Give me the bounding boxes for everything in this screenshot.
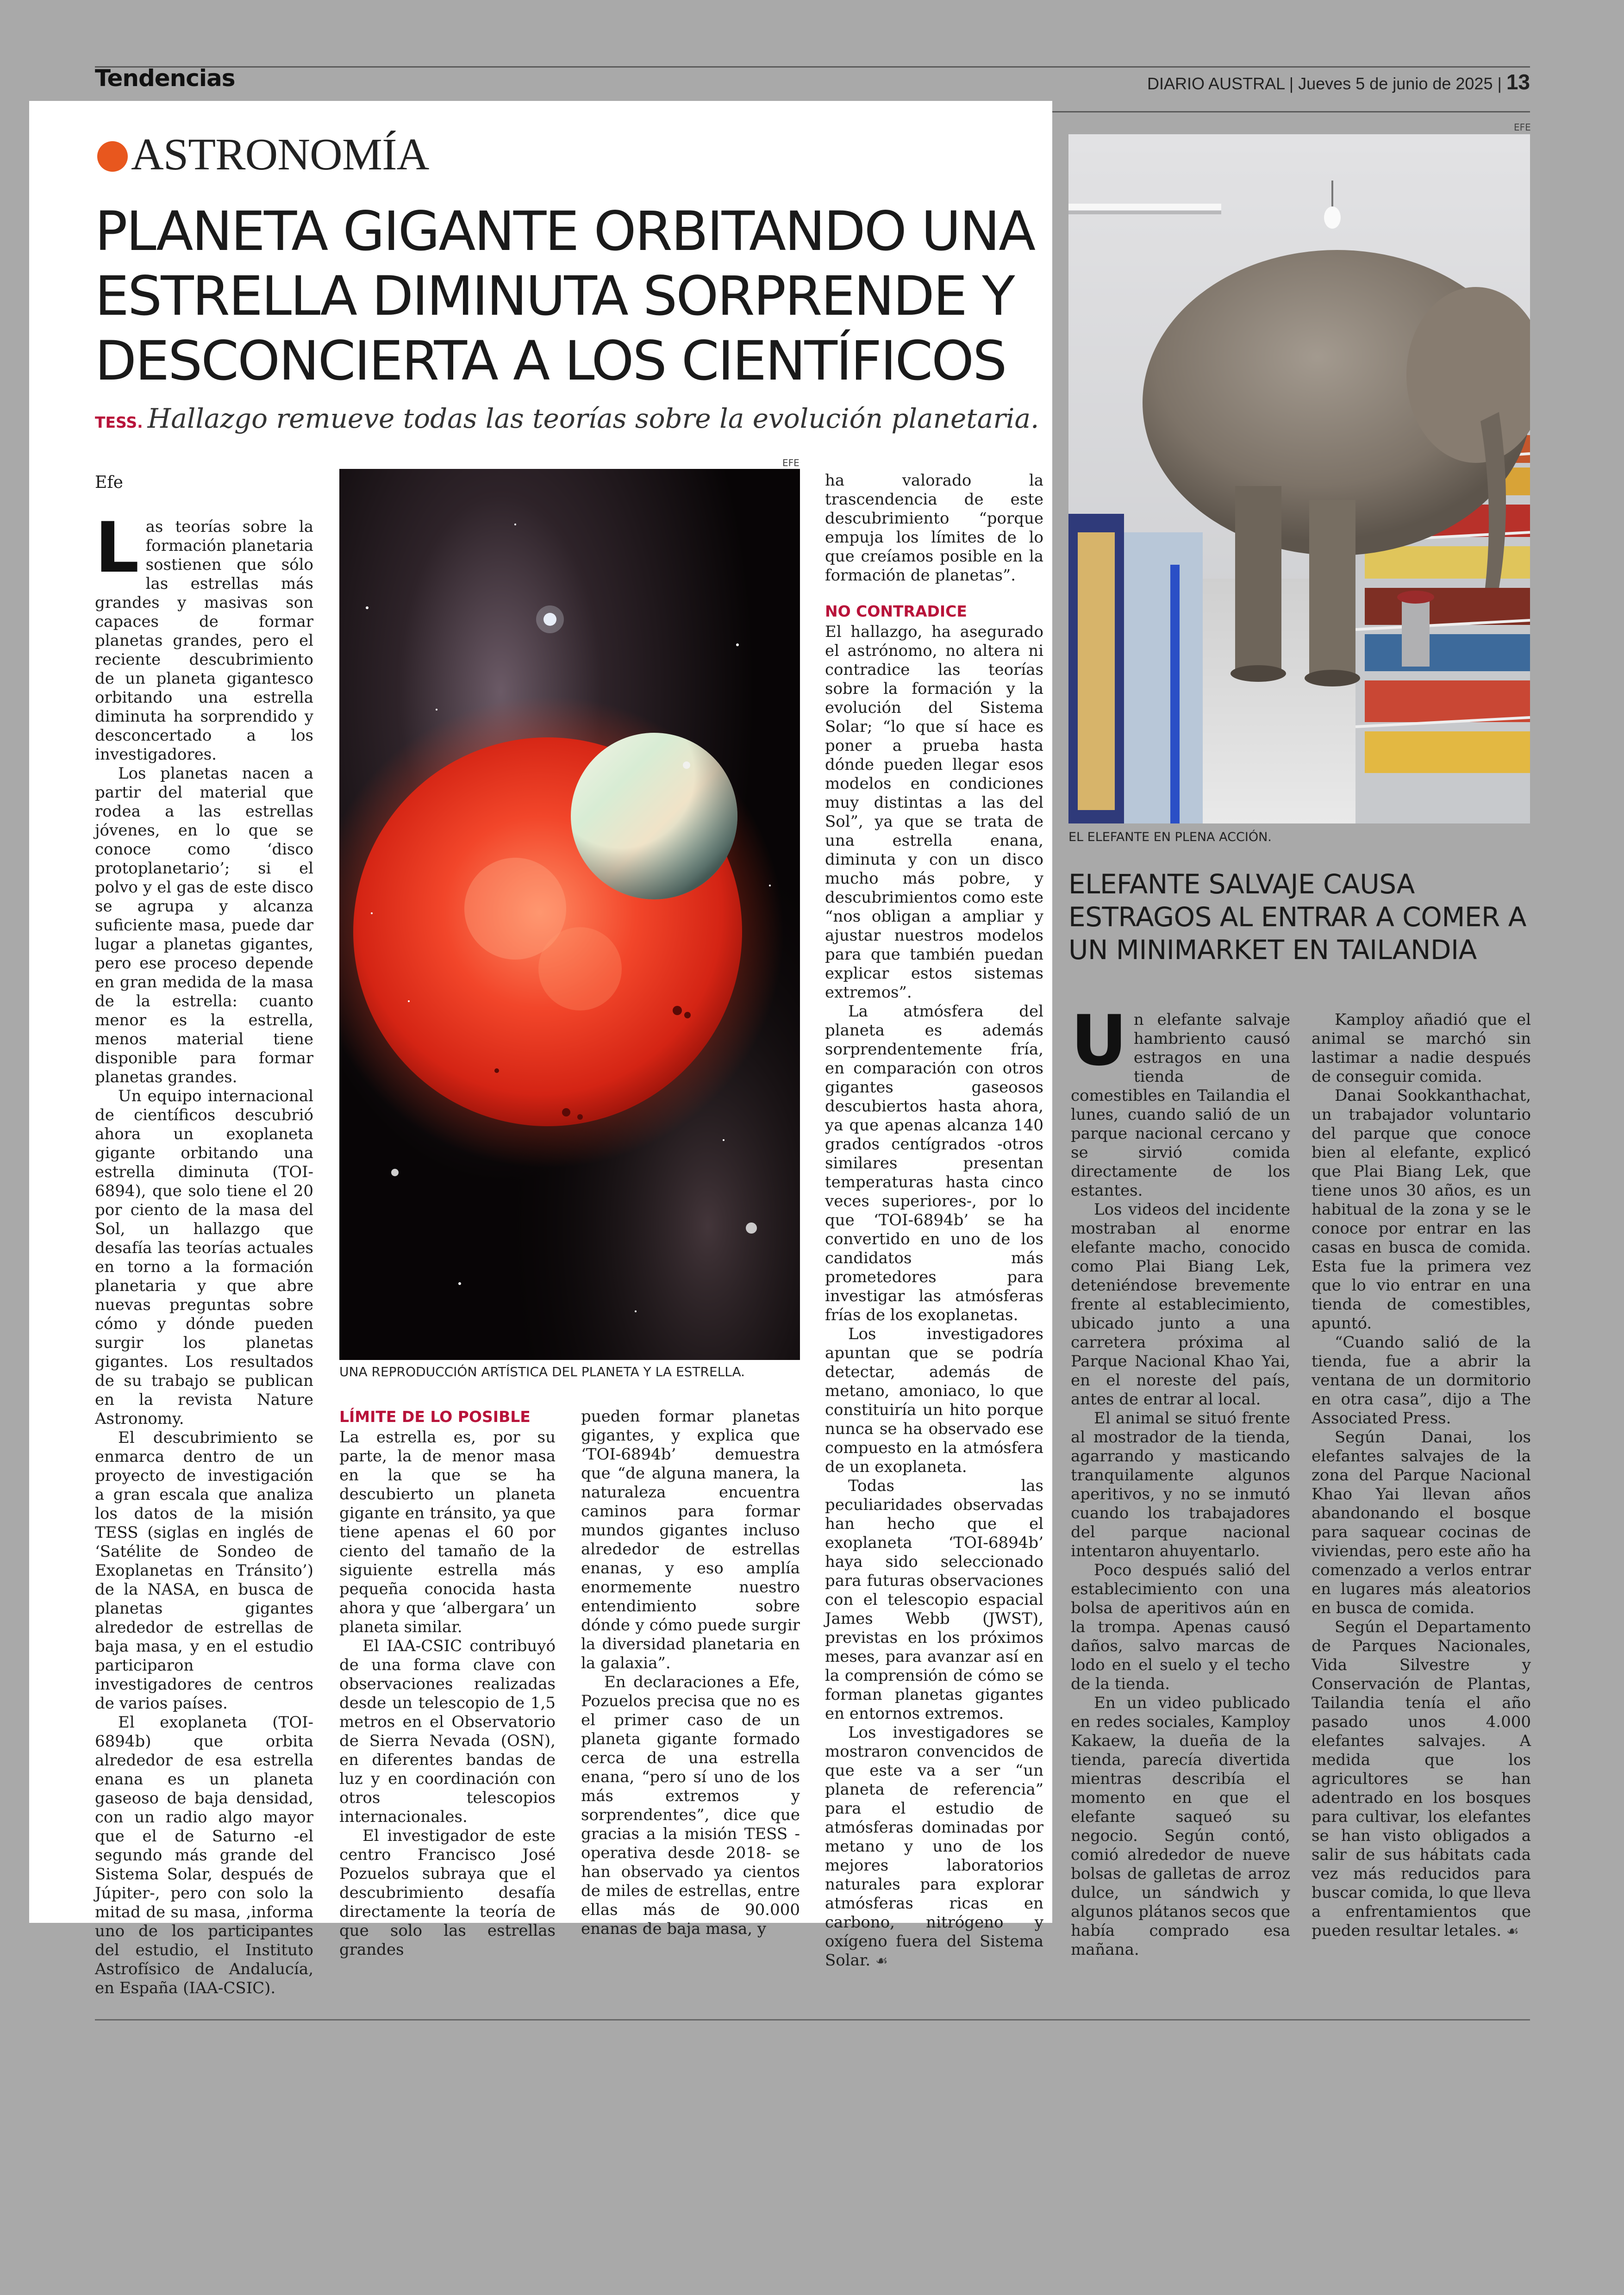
paragraph: Un elefante salvaje hambriento causó estragos en una tienda de comestibles en Tailandia el lunes, cuando salió de un parque nacional cercano y se sirvió comida directamente de los estantes. — [1071, 1001, 1290, 1200]
paragraph: Los investigadores apuntan que se podría detectar, además de metano, amoniaco, lo que constituiría un hito porque nunca se ha observado ese compuesto en la atmósfera de un exoplaneta. — [825, 1325, 1043, 1476]
header-rule-top — [95, 66, 1530, 68]
end-mark-icon: ☙ — [1506, 1923, 1519, 1940]
byline: Efe — [95, 473, 123, 492]
newspaper-name: DIARIO AUSTRAL — [1147, 74, 1285, 93]
paragraph: La atmósfera del planeta es además sorprendentemente fría, en comparación con otros gigantes gaseosos descubiertos hasta ahora, ya que apenas alcanza 140 grados centígrados -otros similares presentan temperaturas hasta cinco veces superiores-, por lo que ‘TOI-6894b’ se ha convertido en uno de los candidatos más prometedores para investigar las atmósferas frías de los exoplanetas. — [825, 1002, 1043, 1324]
paragraph: ha valorado la trascendencia de este descubrimiento “porque empuja los límites de lo que creíamos posible en la formación de planetas”. — [825, 471, 1043, 585]
footer-rule — [95, 2019, 1530, 2021]
paragraph: El exoplaneta (TOI-6894b) que orbita alrededor de esa estrella enana es un planeta gaseoso de baja densidad, con un radio algo mayor que el de Saturno -el segundo más grande del Sistema Solar, después de Júpiter-, pero con solo la mitad de su masa, ,informa uno de los participantes del estudio, el Instituto Astrofísico de Andalucía, en España (IAA-CSIC). — [95, 1713, 313, 1997]
paragraph: El IAA-CSIC contribuyó de una forma clave con observaciones realizadas desde un telescopio de 1,5 metros en el Observatorio de Sierra Nevada (OSN), en diferentes bandas de luz y en coordinación con otros telescopios internacionales. — [339, 1637, 556, 1826]
main-headline: PLANETA GIGANTE ORBITANDO UNA ESTRELLA DIMINUTA SORPRENDE Y DESCONCIERTA A LOS CIENTÍFICOS — [95, 200, 1035, 393]
main-article-column-2 — [339, 1407, 556, 1959]
side-headline: ELEFANTE SALVAJE CAUSA ESTRAGOS AL ENTRAR A COMER A UN MINIMARKET EN TAILANDIA — [1068, 868, 1526, 966]
paragraph: Los videos del incidente mostraban al enorme elefante macho, conocido como Plai Biang Lek, deteniéndose brevemente frente al establecimiento, ubicado junto a una carretera próxima al Parque Nacional Khao Yai, en el noreste del país, antes de entrar al local. — [1071, 1200, 1290, 1409]
paragraph: El descubrimiento se enmarca dentro de un proyecto de investigación a gran escala que analiza los datos de la misión TESS (siglas en inglés de ‘Satélite de Sondeo de Exoplanetas en Tránsito’) de la NASA, en busca de planetas gigantes alrededor de estrellas de baja masa, y en el estudio participaron investigadores de centros de varios países. — [95, 1428, 313, 1713]
page-number: 13 — [1506, 70, 1530, 94]
paragraph: La estrella es, por su parte, la de menor masa en la que se ha descubierto un planeta gigante en tránsito, ya que tiene apenas el 60 por ciento del tamaño de la siguiente estrella más pequeña conocida hasta ahora y que ‘albergara’ un planeta similar. — [339, 1428, 556, 1636]
dek-tag: TESS. — [95, 413, 143, 431]
photo-credit: EFE — [1514, 122, 1531, 133]
paragraph: Según el Departamento de Parques Nacionales, Vida Silvestre y Conservación de Plantas, Tailandia tenía el año pasado unos 4.000 elefantes salvajes. A medida que los agricultores se han adentrado en los bosques para cultivar, los elefantes se han visto obligados a salir de sus hábitats cada vez más reducidos para buscar comida, lo que lleva a enfrentamientos que pueden resultar letales. ☙ — [1312, 1618, 1531, 1940]
section-name: Tendencias — [95, 65, 235, 92]
dropcap: U — [1071, 1001, 1127, 1081]
paragraph: “Cuando salió de la tienda, fue a abrir la ventana de un dormitorio en otra casa”, dijo a The Associated Press. — [1312, 1333, 1531, 1428]
main-article-column-4 — [825, 471, 1043, 1971]
subhead: NO CONTRADICE — [825, 602, 967, 620]
space-illustration-svg — [339, 469, 800, 1360]
photo-credit: EFE — [782, 457, 800, 468]
paragraph: Los planetas nacen a partir del material que rodea a las estrellas jóvenes, en lo que se conoce como ‘disco protoplanetario’; si el polvo y el gas de este disco se agrupa y alcanza suficiente masa, puede dar lugar a planetas gigantes, pero ese proceso depende en gran medida de la masa de la estrella: cuanto menor es la estrella, menos material tiene disponible para formar planetas grandes. — [95, 764, 313, 1086]
paragraph: Las teorías sobre la formación planetaria sostienen que sólo las estrellas más grandes y masivas son capaces de formar planetas grandes, pero el reciente descubrimiento de un planeta gigantesco orbitando una estrella diminuta ha sorprendido y desconcertado a los investigadores. — [95, 508, 313, 764]
article-dek — [95, 403, 1039, 434]
dropcap: L — [95, 508, 139, 588]
paragraph: Danai Sookkanthachat, un trabajador voluntario del parque que conoce bien al elefante, explicó que Plai Biang Lek, que tiene unos 30 años, es un habitual de la zona y se le conoce por entrar en las casas en busca de comida. Esta fue la primera vez que lo vio entrar en una tienda de comestibles, apuntó. — [1312, 1086, 1531, 1333]
main-article-column-1 — [95, 508, 313, 1998]
elephant-photo — [1068, 134, 1530, 823]
page-folio: DIARIO AUSTRAL | Jueves 5 de junio de 2025 | 13 — [1147, 70, 1530, 94]
paragraph: En declaraciones a Efe, Pozuelos precisa que no es el primer caso de un planeta gigante formado cerca de una estrella enana, “pero sí uno de los más extremos y sorprendentes”, dice que gracias a la misión TESS -operativa desde 2018- se han observado ya cientos de miles de estrellas, entre ellas más de 90.000 enanas de baja masa, y — [581, 1673, 800, 1938]
kicker-bullet — [97, 141, 128, 172]
paragraph: Según Danai, los elefantes salvajes de la zona del Parque Nacional Khao Yai llevan años abandonando el bosque para saquear cocinas de viviendas, pero este año ha comenzado a verlos entrar en lugares más aleatorios en busca de comida. — [1312, 1428, 1531, 1617]
dek-text: Hallazgo remueve todas las teorías sobre la evolución planetaria. — [147, 403, 1039, 434]
issue-date: Jueves 5 de junio de 2025 — [1298, 74, 1493, 93]
paragraph: Un equipo internacional de científicos descubrió ahora un exoplaneta gigante orbitando una estrella diminuta (TOI-6894), que solo tiene el 20 por ciento de la masa del Sol, un hallazgo que desafía las teorías actuales en torno a la formación planetaria y que abre nuevas preguntas sobre cómo y dónde pueden surgir los planetas gigantes. Los resultados de su trabajo se publican en la revista Nature Astronomy. — [95, 1087, 313, 1428]
paragraph: El animal se situó frente al mostrador de la tienda, agarrando y masticando tranquilamente algunos aperitivos, y no se inmutó cuando los trabajadores del parque nacional intentaron ahuyentarlo. — [1071, 1409, 1290, 1560]
paragraph: Poco después salió del establecimiento con una bolsa de aperitivos aún en la trompa. Apenas causó daños, salvo marcas de lodo en el suelo y el techo de la tienda. — [1071, 1561, 1290, 1693]
end-mark-icon: ☙ — [875, 1953, 888, 1969]
paragraph: El investigador de este centro Francisco José Pozuelos subraya que el descubrimiento desafía directamente la teoría de que solo las estrellas grandes — [339, 1827, 556, 1959]
paragraph: Los investigadores se mostraron convencidos de que este va a ser “un planeta de referencia” para el estudio de atmósferas dominadas por metano y uno de los mejores laboratorios naturales para explorar atmósferas ricas en carbono, nitrógeno y oxígeno fuera del Sistema Solar. ☙ — [825, 1723, 1043, 1970]
main-article-column-3 — [581, 1407, 800, 1939]
article-kicker: ASTRONOMÍA — [131, 130, 429, 180]
paragraph: Kamploy añadió que el animal se marchó sin lastimar a nadie después de conseguir comida. — [1312, 1010, 1531, 1086]
photo-caption: EL ELEFANTE EN PLENA ACCIÓN. — [1068, 830, 1272, 844]
paragraph: El hallazgo, ha asegurado el astrónomo, no altera ni contradice las teorías sobre la formación y la evolución del Sistema Solar; “lo que sí hace es poner a prueba hasta dónde pueden llegar esos modelos en condiciones muy distintas a las del Sol”, ya que se trata de una estrella enana, diminuta y con un disco mucho más pobre, y descubrimientos como este “nos obligan a ampliar y ajustar nuestros modelos para que también puedan explicar estos sistemas extremos”. — [825, 623, 1043, 1002]
subhead: LÍMITE DE LO POSIBLE — [339, 1408, 531, 1426]
elephant-store-svg — [1068, 134, 1530, 823]
paragraph: pueden formar planetas gigantes, y explica que ‘TOI-6894b’ demuestra que “de alguna manera, la naturaleza encuentra caminos para formar mundos gigantes incluso alrededor de estrellas enanas, y eso amplía enormemente nuestro entendimiento sobre dónde y cómo puede surgir la diversidad planetaria en la galaxia”. — [581, 1407, 800, 1672]
side-article-column-2 — [1312, 1010, 1531, 1941]
side-article-column-1 — [1071, 1001, 1290, 1959]
planet-star-illustration — [339, 469, 800, 1360]
paragraph: En un video publicado en redes sociales, Kamploy Kakaew, la dueña de la tienda, parecía divertida mientras describía el momento en que el elefante saqueó su negocio. Según contó, comió alrededor de nueve bolsas de galletas de arroz dulce, un sándwich y algunos plátanos secos que había comprado esa mañana. — [1071, 1694, 1290, 1959]
photo-caption: UNA REPRODUCCIÓN ARTÍSTICA DEL PLANETA Y LA ESTRELLA. — [339, 1364, 745, 1379]
paragraph: Todas las peculiaridades observadas han hecho que el exoplaneta ‘TOI-6894b’ haya sido seleccionado para futuras observaciones con el telescopio espacial James Webb (JWST), previstas en los próximos meses, para avanzar así en la comprensión de cómo se forman planetas gigantes en entornos extremos. — [825, 1477, 1043, 1723]
